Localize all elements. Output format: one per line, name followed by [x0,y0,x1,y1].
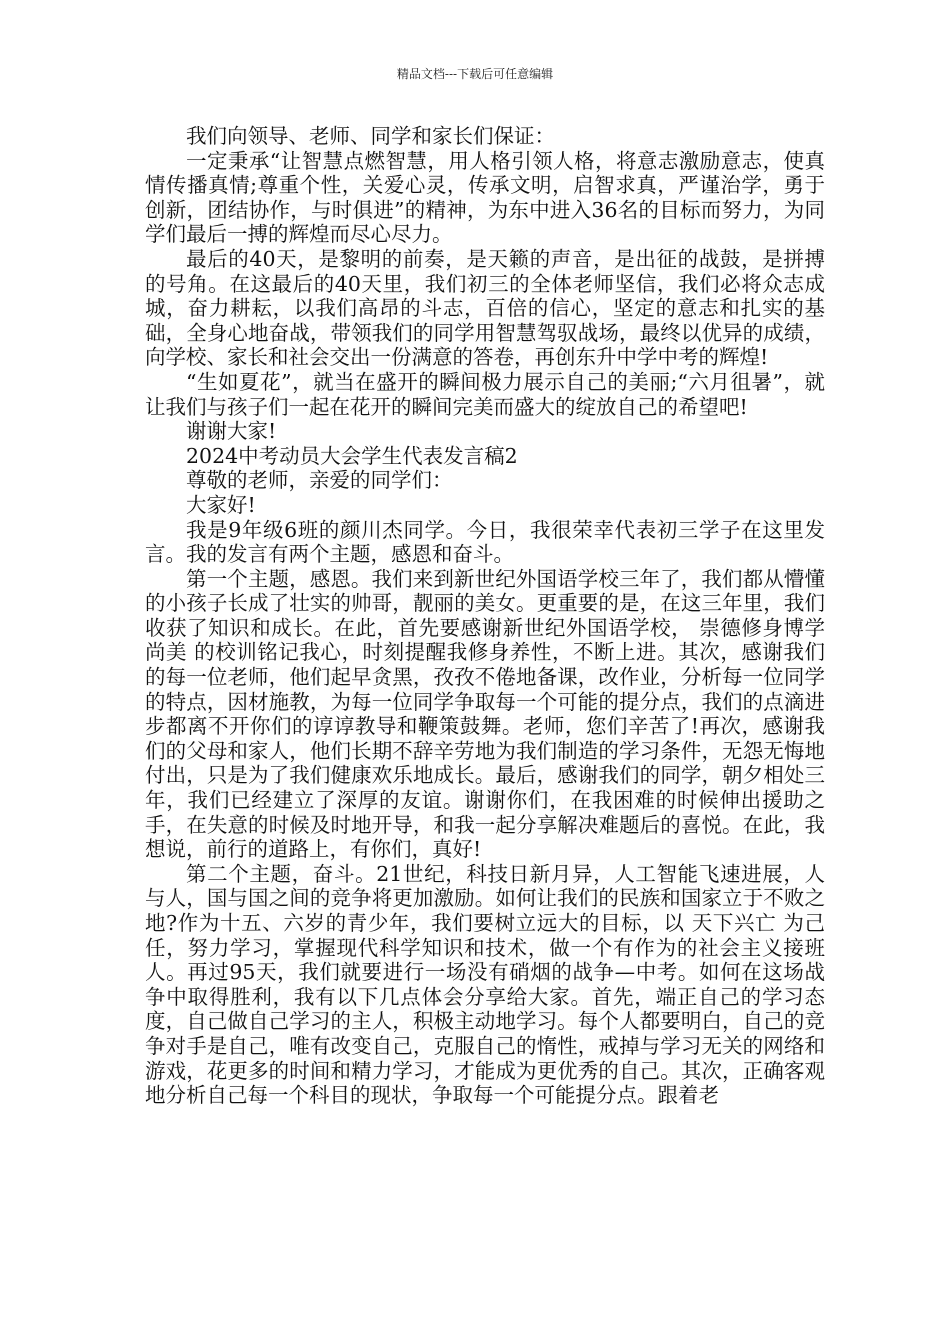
paragraph-summer-flowers: “生如夏花”，就当在盛开的瞬间极力展示自己的美丽;“六月徂暑”，就让我们与孩子们一起在花开的瞬间完美而盛大的绽放自己的希望吧! [145,369,825,419]
page-header: 精品文档---下载后可任意编辑 [396,67,554,81]
paragraph-thanks: 谢谢大家! [186,419,277,444]
paragraph-self-intro: 我是9年级6班的颜川杰同学。今日，我很荣幸代表初三学子在这里发言。我的发言有两个主题，感恩和奋斗。 [145,517,825,567]
paragraph-salutation: 尊敬的老师，亲爱的同学们： [186,468,453,493]
paragraph-greeting: 大家好! [186,492,256,517]
paragraph-gratitude: 第一个主题，感恩。我们来到新世纪外国语学校三年了，我们都从懵懂的小孩子长成了壮实的帅哥，靓丽的美女。更重要的是，在这三年里，我们收获了知识和成长。在此，首先要感谢新世纪外国语学校， 崇德修身博学尚美 的校训铭记我心，时刻提醒我修身养性，不断上进。其次，感谢我们的每一位老师，他们起早贪黑，孜孜不倦地备课，改作业，分析每一位同学的特点，因材施教，为每一位同学争取每一个可能的提分点，我们的点滴进步都离不开你们的谆谆教导和鞭策鼓舞。老师，您们辛苦了!再次，感谢我们的父母和家人，他们长期不辞辛劳地为我们制造的学习条件，无怨无悔地付出，只是为了我们健康欢乐地成长。最后，感谢我们的同学，朝夕相处三年，我们已经建立了深厚的友谊。谢谢你们，在我困难的时候伸出援助之手，在失意的时候及时地开导，和我一起分享解决难题后的喜悦。在此，我想说，前行的道路上，有你们，真好! [145,566,825,862]
paragraph-final-40-days: 最后的40天，是黎明的前奏，是天籁的声音，是出征的战鼓，是拼搏的号角。在这最后的40天里，我们初三的全体老师坚信，我们必将众志成城，奋力耕耘，以我们高昂的斗志，百倍的信心，坚定的意志和扎实的基础，全身心地奋战，带领我们的同学用智慧驾驭战场，最终以优异的成绩，向学校、家长和社会交出一份满意的答卷，再创东升中学中考的辉煌! [145,246,825,370]
section-title: 2024中考动员大会学生代表发言稿2 [186,443,518,468]
paragraph-pledge: 一定秉承“让智慧点燃智慧，用人格引领人格，将意志激励意志，使真情传播真情;尊重个性，关爱心灵，传承文明，启智求真，严谨治学，勇于创新，团结协作，与时俱进”的精神，为东中进入36名的目标而努力，为同学们最后一搏的辉煌而尽心尽力。 [145,148,825,247]
paragraph-pledge-intro: 我们向领导、老师、同学和家长们保证： [186,124,555,148]
paragraph-striving: 第二个主题，奋斗。21世纪，科技日新月异，人工智能飞速进展，人与人，国与国之间的竞争将更加激励。如何让我们的民族和国家立于不败之地?作为十五、六岁的青少年，我们要树立远大的目标，以 天下兴亡 为己任，努力学习，掌握现代科学知识和技术，做一个有作为的社会主义接班人。再过95天，我们就要进行一场没有硝烟的战争—中考。如何在这场战争中取得胜利，我有以下几点体会分享给大家。首先，端正自己的学习态度，自己做自己学习的主人，积极主动地学习。每个人都要明白，自己的竞争对手是自己，唯有改变自己，克服自己的惰性，戒掉与学习无关的网络和游戏，花更多的时间和精力学习，才能成为更优秀的自己。其次，正确客观地分析自己每一个科目的现状，争取每一个可能提分点。跟着老 [145,861,825,1108]
document-body [145,124,825,1108]
